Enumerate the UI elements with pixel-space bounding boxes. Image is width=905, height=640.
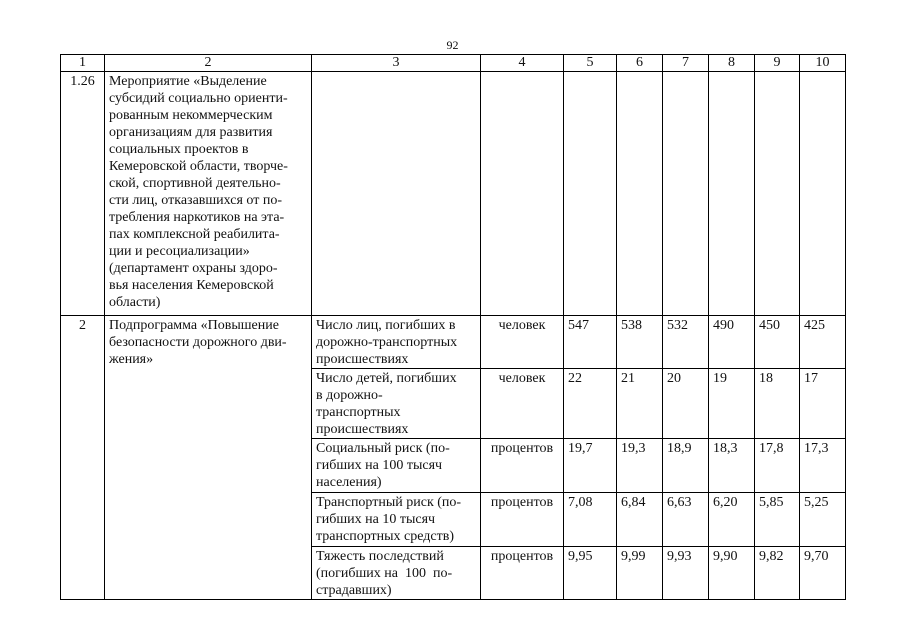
- indicator-name-cell: Транспортный риск (по- гибших на 10 тысяч транспортных средств): [312, 493, 481, 547]
- value-col-9: 18: [755, 369, 800, 439]
- unit-cell: человек: [481, 316, 564, 369]
- value-col-10: 425: [800, 316, 846, 369]
- item-name: Мероприятие «Выделение субсидий социально ориенти- рованным некоммерческим организациям для развития социальных проектов в Кемеровской области, творче- ской, спортивной деятельно- сти лиц, отказавшихся от по- требления наркотиков на эта- пах комплексной реабилита- ции и ресоциализации» (департамент охраны здоро- вья населения Кемеровской области): [105, 72, 312, 316]
- value-col-5: 22: [564, 369, 617, 439]
- value-col-10: 17,3: [800, 439, 846, 493]
- value-col-6: [617, 72, 663, 316]
- indicator-name-cell: Число детей, погибших в дорожно- транспортных происшествиях: [312, 369, 481, 439]
- column-number-header: 10: [800, 55, 846, 72]
- column-number-header: 3: [312, 55, 481, 72]
- value-col-9: 5,85: [755, 493, 800, 547]
- value-col-9: 9,82: [755, 547, 800, 600]
- value-col-8: [709, 72, 755, 316]
- column-number-row: [61, 55, 846, 72]
- unit-cell: процентов: [481, 547, 564, 600]
- value-col-9: 450: [755, 316, 800, 369]
- value-col-10: 5,25: [800, 493, 846, 547]
- item-number: 1.26: [61, 72, 105, 316]
- column-number-header: 1: [61, 55, 105, 72]
- value-col-8: 9,90: [709, 547, 755, 600]
- value-col-5: 9,95: [564, 547, 617, 600]
- unit-cell: [481, 72, 564, 316]
- value-col-10: [800, 72, 846, 316]
- item-name: Подпрограмма «Повышение безопасности дорожного дви- жения»: [105, 316, 312, 600]
- value-col-6: 19,3: [617, 439, 663, 493]
- item-number: 2: [61, 316, 105, 600]
- unit-cell: процентов: [481, 439, 564, 493]
- column-number-header: 9: [755, 55, 800, 72]
- value-col-7: 18,9: [663, 439, 709, 493]
- indicator-name-cell: Тяжесть последствий (погибших на 100 по- страдавших): [312, 547, 481, 600]
- value-col-6: 6,84: [617, 493, 663, 547]
- column-number-header: 6: [617, 55, 663, 72]
- value-col-5: 7,08: [564, 493, 617, 547]
- value-col-6: 9,99: [617, 547, 663, 600]
- value-col-8: 19: [709, 369, 755, 439]
- unit-cell: человек: [481, 369, 564, 439]
- program-table: [60, 54, 846, 600]
- value-col-7: [663, 72, 709, 316]
- value-col-6: 538: [617, 316, 663, 369]
- value-col-7: 532: [663, 316, 709, 369]
- table-row: [61, 316, 846, 369]
- column-number-header: 8: [709, 55, 755, 72]
- column-number-header: 5: [564, 55, 617, 72]
- column-number-header: 7: [663, 55, 709, 72]
- indicator-name-cell: Социальный риск (по- гибших на 100 тысяч населения): [312, 439, 481, 493]
- value-col-7: 6,63: [663, 493, 709, 547]
- value-col-5: 19,7: [564, 439, 617, 493]
- value-col-7: 9,93: [663, 547, 709, 600]
- value-col-9: [755, 72, 800, 316]
- value-col-8: 18,3: [709, 439, 755, 493]
- column-number-header: 2: [105, 55, 312, 72]
- column-number-header: 4: [481, 55, 564, 72]
- value-col-7: 20: [663, 369, 709, 439]
- page-number: 92: [446, 38, 459, 52]
- value-col-8: 490: [709, 316, 755, 369]
- unit-cell: процентов: [481, 493, 564, 547]
- table-row: [61, 72, 846, 316]
- indicator-name-cell: Число лиц, погибших в дорожно-транспортных происшествиях: [312, 316, 481, 369]
- value-col-5: [564, 72, 617, 316]
- value-col-9: 17,8: [755, 439, 800, 493]
- value-col-10: 9,70: [800, 547, 846, 600]
- value-col-6: 21: [617, 369, 663, 439]
- value-col-5: 547: [564, 316, 617, 369]
- value-col-10: 17: [800, 369, 846, 439]
- indicator-name-cell: [312, 72, 481, 316]
- value-col-8: 6,20: [709, 493, 755, 547]
